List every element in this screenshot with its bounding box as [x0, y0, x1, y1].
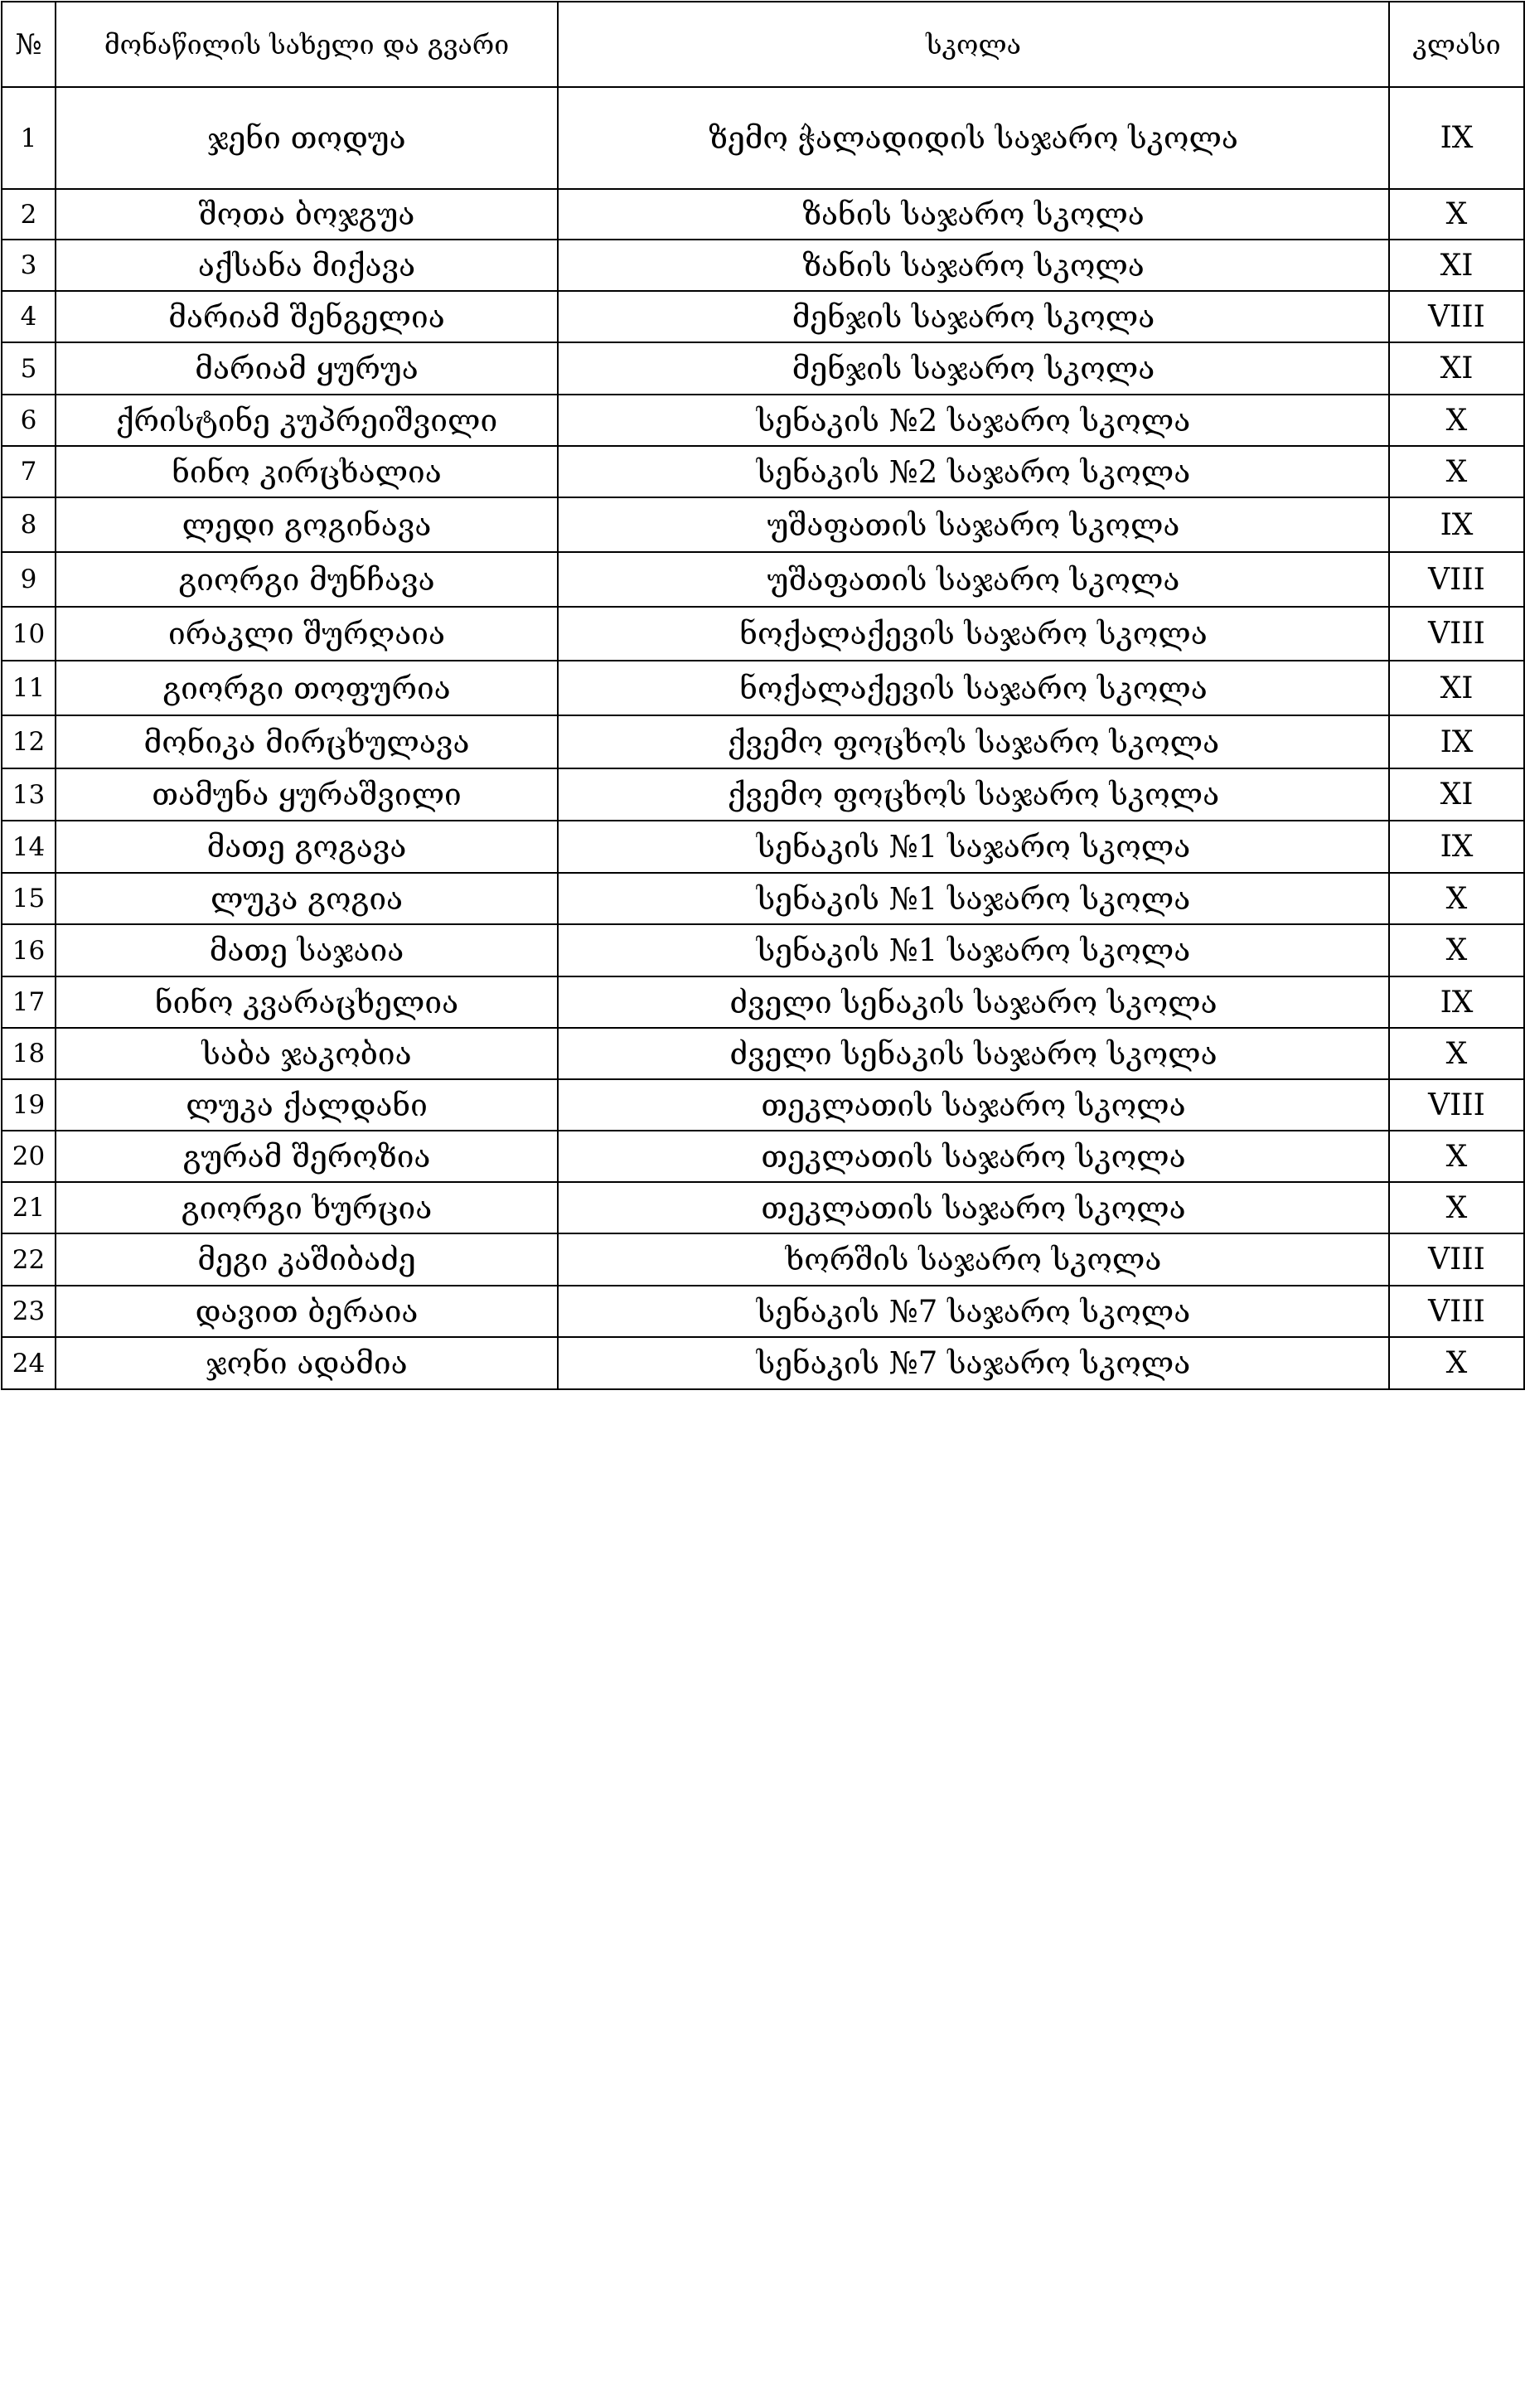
row-number: 11 [2, 661, 56, 715]
row-number: 23 [2, 1286, 56, 1337]
header-name: მონაწილის სახელი და გვარი [56, 2, 558, 87]
school-name: მენჯის საჯარო სკოლა [558, 291, 1389, 342]
row-number: 7 [2, 446, 56, 497]
header-number: № [2, 2, 56, 87]
participant-name: გიორგი მუნჩავა [56, 552, 558, 607]
table-row [2, 189, 1524, 240]
grade: VIII [1389, 1079, 1524, 1131]
row-number: 3 [2, 240, 56, 291]
table-body [2, 87, 1524, 1389]
table-row [2, 821, 1524, 873]
table-row [2, 924, 1524, 976]
grade: XI [1389, 661, 1524, 715]
row-number: 19 [2, 1079, 56, 1131]
row-number: 14 [2, 821, 56, 873]
grade: IX [1389, 715, 1524, 768]
school-name: ნოქალაქევის საჯარო სკოლა [558, 607, 1389, 661]
table-row [2, 446, 1524, 497]
participant-name: მეგი კაშიბაძე [56, 1233, 558, 1286]
participant-name: ჯონი ადამია [56, 1337, 558, 1389]
table-row [2, 497, 1524, 552]
table-row [2, 240, 1524, 291]
header-grade: კლასი [1389, 2, 1524, 87]
participants-table [1, 1, 1525, 1390]
school-name: სენაკის №1 საჯარო სკოლა [558, 821, 1389, 873]
participant-name: თამუნა ყურაშვილი [56, 768, 558, 821]
header-school: სკოლა [558, 2, 1389, 87]
row-number: 21 [2, 1182, 56, 1233]
participant-name: ქრისტინე კუპრეიშვილი [56, 395, 558, 446]
participant-name: ნინო კვარაცხელია [56, 976, 558, 1028]
grade: VIII [1389, 1286, 1524, 1337]
participant-name: ლედი გოგინავა [56, 497, 558, 552]
row-number: 5 [2, 342, 56, 395]
grade: VIII [1389, 1233, 1524, 1286]
school-name: თეკლათის საჯარო სკოლა [558, 1182, 1389, 1233]
grade: VIII [1389, 291, 1524, 342]
grade: IX [1389, 87, 1524, 189]
grade: XI [1389, 768, 1524, 821]
school-name: ზანის საჯარო სკოლა [558, 240, 1389, 291]
participant-name: შოთა ბოჯგუა [56, 189, 558, 240]
row-number: 10 [2, 607, 56, 661]
row-number: 16 [2, 924, 56, 976]
participant-name: მონიკა მირცხულავა [56, 715, 558, 768]
grade: X [1389, 395, 1524, 446]
participant-name: ჯენი თოდუა [56, 87, 558, 189]
grade: X [1389, 446, 1524, 497]
school-name: ზემო ჭალადიდის საჯარო სკოლა [558, 87, 1389, 189]
table-row [2, 1182, 1524, 1233]
table-row [2, 1028, 1524, 1079]
table-row [2, 1131, 1524, 1182]
participant-name: მათე გოგავა [56, 821, 558, 873]
school-name: ზანის საჯარო სკოლა [558, 189, 1389, 240]
school-name: ქვემო ფოცხოს საჯარო სკოლა [558, 768, 1389, 821]
school-name: სენაკის №2 საჯარო სკოლა [558, 446, 1389, 497]
grade: IX [1389, 497, 1524, 552]
table-row [2, 1286, 1524, 1337]
table-row [2, 87, 1524, 189]
row-number: 1 [2, 87, 56, 189]
row-number: 9 [2, 552, 56, 607]
grade: IX [1389, 821, 1524, 873]
row-number: 6 [2, 395, 56, 446]
row-number: 12 [2, 715, 56, 768]
school-name: უშაფათის საჯარო სკოლა [558, 497, 1389, 552]
grade: X [1389, 1131, 1524, 1182]
school-name: სენაკის №7 საჯარო სკოლა [558, 1337, 1389, 1389]
school-name: მენჯის საჯარო სკოლა [558, 342, 1389, 395]
school-name: ქვემო ფოცხოს საჯარო სკოლა [558, 715, 1389, 768]
participant-name: აქსანა მიქავა [56, 240, 558, 291]
row-number: 15 [2, 873, 56, 924]
row-number: 17 [2, 976, 56, 1028]
school-name: სენაკის №1 საჯარო სკოლა [558, 924, 1389, 976]
grade: X [1389, 1028, 1524, 1079]
grade: X [1389, 873, 1524, 924]
table-row [2, 715, 1524, 768]
school-name: ნოქალაქევის საჯარო სკოლა [558, 661, 1389, 715]
grade: IX [1389, 976, 1524, 1028]
table-row [2, 1233, 1524, 1286]
school-name: ხორშის საჯარო სკოლა [558, 1233, 1389, 1286]
row-number: 4 [2, 291, 56, 342]
participant-name: მარიამ შენგელია [56, 291, 558, 342]
school-name: ძველი სენაკის საჯარო სკოლა [558, 976, 1389, 1028]
table-row [2, 976, 1524, 1028]
grade: X [1389, 189, 1524, 240]
participant-name: მარიამ ყურუა [56, 342, 558, 395]
table-header [2, 2, 1524, 87]
header-row [2, 2, 1524, 87]
table-row [2, 768, 1524, 821]
table-row [2, 1079, 1524, 1131]
participant-name: დავით ბერაია [56, 1286, 558, 1337]
grade: VIII [1389, 552, 1524, 607]
school-name: სენაკის №1 საჯარო სკოლა [558, 873, 1389, 924]
participant-name: მათე საჯაია [56, 924, 558, 976]
grade: X [1389, 1337, 1524, 1389]
participant-name: ლუკა ქალდანი [56, 1079, 558, 1131]
school-name: ძველი სენაკის საჯარო სკოლა [558, 1028, 1389, 1079]
grade: VIII [1389, 607, 1524, 661]
school-name: სენაკის №2 საჯარო სკოლა [558, 395, 1389, 446]
row-number: 22 [2, 1233, 56, 1286]
school-name: უშაფათის საჯარო სკოლა [558, 552, 1389, 607]
grade: X [1389, 924, 1524, 976]
grade: XI [1389, 240, 1524, 291]
participant-name: ირაკლი შურღაია [56, 607, 558, 661]
participant-name: ნინო კირცხალია [56, 446, 558, 497]
row-number: 13 [2, 768, 56, 821]
row-number: 20 [2, 1131, 56, 1182]
table-row [2, 607, 1524, 661]
row-number: 2 [2, 189, 56, 240]
school-name: სენაკის №7 საჯარო სკოლა [558, 1286, 1389, 1337]
table-row [2, 395, 1524, 446]
grade: XI [1389, 342, 1524, 395]
table-row [2, 552, 1524, 607]
row-number: 24 [2, 1337, 56, 1389]
table-row [2, 1337, 1524, 1389]
table-row [2, 661, 1524, 715]
participant-name: გიორგი ხურცია [56, 1182, 558, 1233]
table-row [2, 291, 1524, 342]
row-number: 18 [2, 1028, 56, 1079]
participant-name: გიორგი თოფურია [56, 661, 558, 715]
table-row [2, 342, 1524, 395]
participant-name: ლუკა გოგია [56, 873, 558, 924]
participant-name: გურამ შეროზია [56, 1131, 558, 1182]
table-row [2, 873, 1524, 924]
row-number: 8 [2, 497, 56, 552]
grade: X [1389, 1182, 1524, 1233]
participant-name: საბა ჯაკობია [56, 1028, 558, 1079]
school-name: თეკლათის საჯარო სკოლა [558, 1079, 1389, 1131]
school-name: თეკლათის საჯარო სკოლა [558, 1131, 1389, 1182]
